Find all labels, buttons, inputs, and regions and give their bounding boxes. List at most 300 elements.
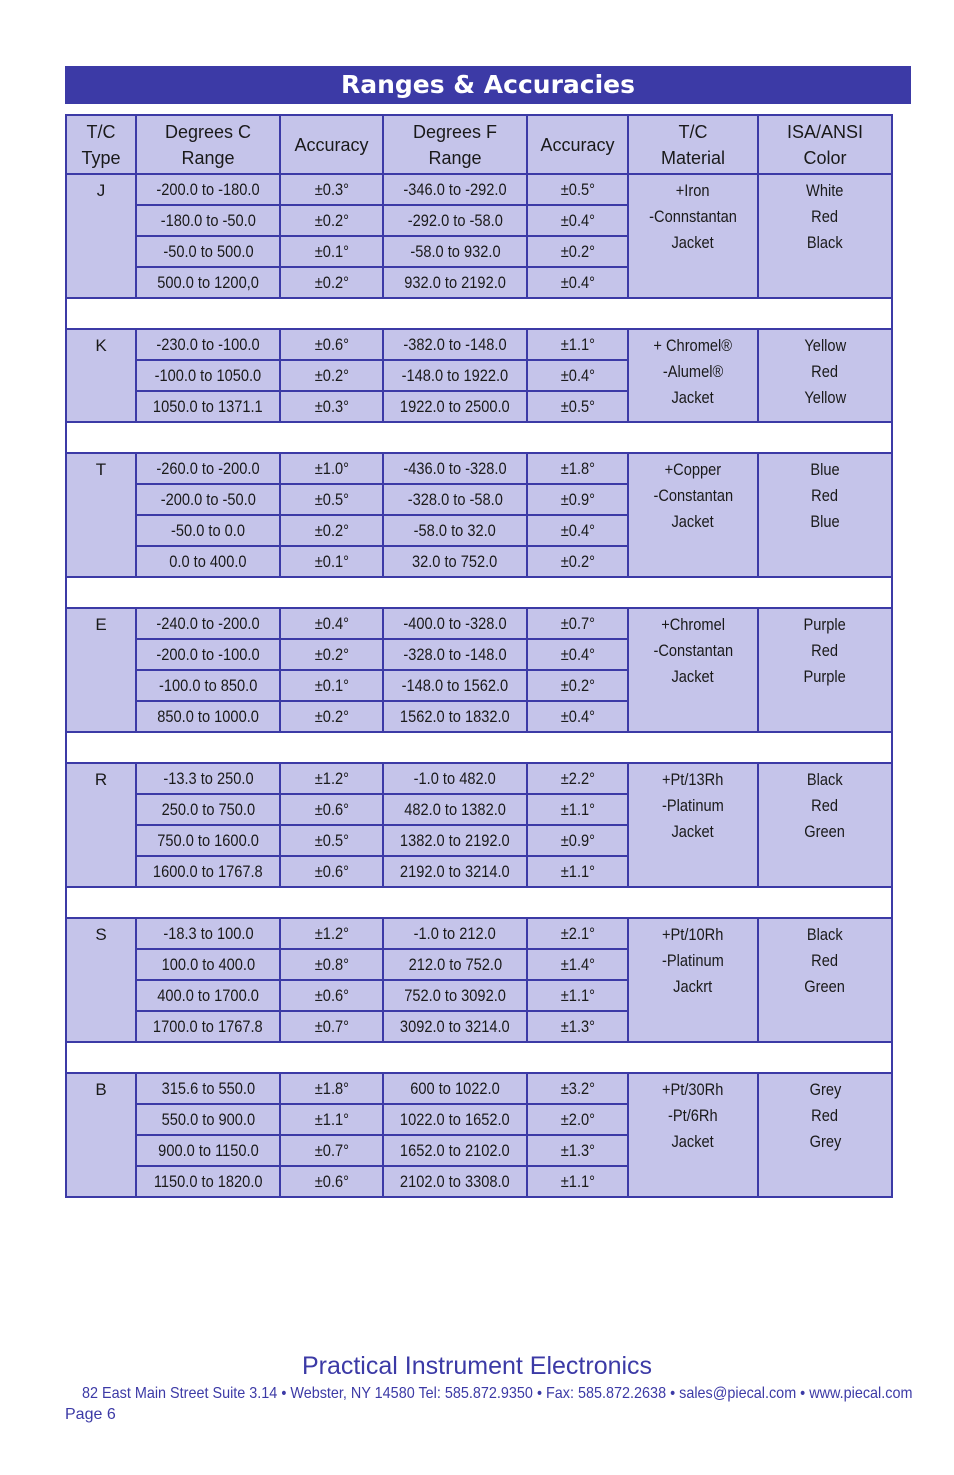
accuracy-f-cell: [527, 484, 628, 515]
tc-type-cell: K: [66, 329, 136, 422]
color-line: [759, 793, 891, 819]
group-spacer-row: [66, 1042, 892, 1073]
cell-text: + Chromel®: [653, 336, 733, 355]
degrees-f-range-cell: [383, 918, 527, 949]
cell-text: ±2.0°: [560, 1109, 595, 1129]
accuracy-c-cell: [280, 174, 383, 205]
color-line: [759, 819, 891, 845]
color-line: [759, 638, 891, 664]
degrees-f-range-cell: [383, 453, 527, 484]
degrees-c-range-cell: [136, 918, 280, 949]
accuracy-c-cell: [280, 391, 383, 422]
cell-text: 850.0 to 1000.0: [157, 706, 259, 726]
material-line: [629, 922, 757, 948]
cell-text: ±0.2°: [314, 210, 349, 230]
cell-text: ±1.2°: [314, 768, 349, 788]
degrees-f-range-cell: [383, 1166, 527, 1197]
cell-text: ±0.2°: [560, 675, 595, 695]
color-line: [759, 664, 891, 690]
group-spacer: [66, 1042, 892, 1073]
accuracy-f-cell: [527, 174, 628, 205]
cell-text: -58.0 to 932.0: [409, 241, 501, 261]
cell-text: Grey: [809, 1132, 841, 1151]
accuracy-c-cell: [280, 360, 383, 391]
cell-text: 315.6 to 550.0: [161, 1078, 255, 1098]
color-line: [759, 767, 891, 793]
table-row: [66, 918, 892, 949]
cell-text: 1700.0 to 1767.8: [153, 1016, 263, 1036]
color-line: [759, 178, 891, 204]
cell-text: 482.0 to 1382.0: [404, 799, 506, 819]
cell-text: -200.0 to -50.0: [160, 489, 256, 509]
cell-text: Yellow: [804, 388, 846, 407]
cell-text: Yellow: [804, 336, 846, 355]
group-spacer: [66, 732, 892, 763]
cell-text: Jackrt: [673, 977, 713, 996]
cell-text: ±0.2°: [314, 272, 349, 292]
degrees-f-range-cell: [383, 670, 527, 701]
cell-text: 1562.0 to 1832.0: [400, 706, 510, 726]
header-isa-ansi-color: ISA/ANSI Color: [758, 115, 892, 174]
material-line: [629, 819, 757, 845]
material-line: [629, 457, 757, 483]
cell-text: Red: [811, 486, 839, 505]
tc-material-cell: [628, 608, 758, 732]
accuracy-f-cell: [527, 949, 628, 980]
material-line: [629, 230, 757, 256]
table-row: [66, 174, 892, 205]
cell-text: +Pt/30Rh: [662, 1080, 724, 1099]
cell-text: ±0.4°: [560, 210, 595, 230]
cell-text: ±0.8°: [314, 954, 349, 974]
cell-text: ±0.9°: [560, 830, 595, 850]
isa-ansi-color-cell: [758, 174, 892, 298]
cell-text: Red: [811, 1106, 839, 1125]
cell-text: 750.0 to 1600.0: [157, 830, 259, 850]
cell-text: 1150.0 to 1820.0: [153, 1171, 263, 1191]
color-line: [759, 204, 891, 230]
material-line: [629, 1129, 757, 1155]
accuracy-f-cell: [527, 453, 628, 484]
material-line: [629, 483, 757, 509]
accuracy-f-cell: [527, 1166, 628, 1197]
cell-text: Jacket: [671, 233, 715, 252]
accuracy-f-cell: [527, 1104, 628, 1135]
degrees-c-range-cell: [136, 453, 280, 484]
cell-text: ±0.4°: [560, 644, 595, 664]
tc-material-cell: [628, 918, 758, 1042]
tc-material-cell: [628, 453, 758, 577]
cell-text: ±1.8°: [314, 1078, 349, 1098]
degrees-c-range-cell: [136, 360, 280, 391]
degrees-c-range-cell: [136, 701, 280, 732]
accuracy-c-cell: [280, 918, 383, 949]
degrees-f-range-cell: [383, 639, 527, 670]
cell-text: -292.0 to -58.0: [407, 210, 503, 230]
color-line: [759, 230, 891, 256]
cell-text: ±0.5°: [560, 179, 595, 199]
cell-text: -100.0 to 850.0: [158, 675, 258, 695]
accuracy-c-cell: [280, 1166, 383, 1197]
table-header-row: [66, 115, 892, 174]
degrees-c-range-cell: [136, 174, 280, 205]
degrees-f-range-cell: [383, 205, 527, 236]
degrees-c-range-cell: [136, 639, 280, 670]
cell-text: White: [806, 181, 844, 200]
degrees-f-range-cell: [383, 701, 527, 732]
degrees-c-range-cell: [136, 546, 280, 577]
degrees-f-range-cell: [383, 1011, 527, 1042]
degrees-c-range-cell: [136, 608, 280, 639]
cell-text: +Pt/10Rh: [662, 925, 724, 944]
accuracy-c-cell: [280, 205, 383, 236]
cell-text: Purple: [803, 667, 847, 686]
cell-text: ±0.5°: [560, 396, 595, 416]
color-line: [759, 612, 891, 638]
cell-text: ±1.1°: [560, 985, 595, 1005]
isa-ansi-color-cell: [758, 1073, 892, 1197]
group-spacer: [66, 422, 892, 453]
degrees-f-range-cell: [383, 360, 527, 391]
degrees-f-range-cell: [383, 546, 527, 577]
cell-text: 1050.0 to 1371.1: [153, 396, 263, 416]
degrees-c-range-cell: [136, 205, 280, 236]
cell-text: -148.0 to 1922.0: [401, 365, 509, 385]
isa-ansi-color-cell: [758, 918, 892, 1042]
cell-text: Black: [807, 770, 843, 789]
accuracy-f-cell: [527, 701, 628, 732]
degrees-c-range-cell: [136, 1073, 280, 1104]
cell-text: -18.3 to 100.0: [162, 923, 254, 943]
cell-text: ±0.4°: [560, 365, 595, 385]
material-line: [629, 1103, 757, 1129]
degrees-c-range-cell: [136, 391, 280, 422]
cell-text: +Chromel: [661, 615, 725, 634]
cell-text: -230.0 to -100.0: [156, 334, 260, 354]
group-spacer: [66, 887, 892, 918]
material-line: [629, 612, 757, 638]
degrees-f-range-cell: [383, 856, 527, 887]
cell-text: 1600.0 to 1767.8: [153, 861, 263, 881]
color-line: [759, 1077, 891, 1103]
cell-text: 600 to 1022.0: [410, 1078, 500, 1098]
cell-text: ±0.2°: [560, 241, 595, 261]
cell-text: ±0.6°: [314, 1171, 349, 1191]
group-spacer-row: [66, 732, 892, 763]
color-line: [759, 333, 891, 359]
header-accuracy-c: Accuracy: [280, 115, 383, 174]
degrees-c-range-cell: [136, 1135, 280, 1166]
cell-text: -436.0 to -328.0: [403, 458, 507, 478]
cell-text: ±0.2°: [314, 644, 349, 664]
accuracy-f-cell: [527, 1135, 628, 1166]
accuracy-c-cell: [280, 825, 383, 856]
accuracy-c-cell: [280, 329, 383, 360]
degrees-c-range-cell: [136, 670, 280, 701]
cell-text: 500.0 to 1200,0: [157, 272, 259, 292]
cell-text: -200.0 to -100.0: [156, 644, 260, 664]
cell-text: -Constantan: [653, 486, 733, 505]
ranges-accuracies-table: [65, 114, 893, 1198]
material-line: [629, 664, 757, 690]
cell-text: Blue: [810, 460, 840, 479]
material-line: [629, 638, 757, 664]
accuracy-f-cell: [527, 608, 628, 639]
degrees-f-range-cell: [383, 949, 527, 980]
cell-text: Black: [807, 925, 843, 944]
accuracy-f-cell: [527, 267, 628, 298]
cell-text: ±2.2°: [560, 768, 595, 788]
degrees-f-range-cell: [383, 794, 527, 825]
cell-text: Green: [804, 822, 846, 841]
group-spacer-row: [66, 422, 892, 453]
cell-text: ±0.1°: [314, 551, 349, 571]
degrees-c-range-cell: [136, 949, 280, 980]
cell-text: Green: [804, 977, 846, 996]
accuracy-f-cell: [527, 670, 628, 701]
cell-text: Red: [811, 362, 839, 381]
tc-material-cell: [628, 1073, 758, 1197]
accuracy-f-cell: [527, 918, 628, 949]
cell-text: ±0.1°: [314, 675, 349, 695]
degrees-f-range-cell: [383, 267, 527, 298]
cell-text: 752.0 to 3092.0: [404, 985, 506, 1005]
cell-text: +Iron: [676, 181, 710, 200]
cell-text: ±0.9°: [560, 489, 595, 509]
cell-text: -13.3 to 250.0: [162, 768, 254, 788]
cell-text: ±0.6°: [314, 985, 349, 1005]
degrees-c-range-cell: [136, 329, 280, 360]
cell-text: ±0.5°: [314, 489, 349, 509]
cell-text: -382.0 to -148.0: [403, 334, 507, 354]
cell-text: ±0.6°: [314, 799, 349, 819]
accuracy-c-cell: [280, 980, 383, 1011]
cell-text: Red: [811, 951, 839, 970]
color-line: [759, 385, 891, 411]
tc-material-cell: [628, 329, 758, 422]
cell-text: ±0.2°: [314, 706, 349, 726]
accuracy-c-cell: [280, 639, 383, 670]
material-line: [629, 359, 757, 385]
cell-text: 0.0 to 400.0: [169, 551, 247, 571]
cell-text: ±1.4°: [560, 954, 595, 974]
table-row: [66, 1073, 892, 1104]
color-line: [759, 509, 891, 535]
material-line: [629, 385, 757, 411]
cell-text: 1652.0 to 2102.0: [400, 1140, 510, 1160]
cell-text: 3092.0 to 3214.0: [400, 1016, 510, 1036]
material-line: [629, 767, 757, 793]
group-spacer-row: [66, 887, 892, 918]
tc-type-cell: T: [66, 453, 136, 577]
degrees-f-range-cell: [383, 1073, 527, 1104]
cell-text: ±1.1°: [560, 861, 595, 881]
cell-text: 2102.0 to 3308.0: [400, 1171, 510, 1191]
cell-text: Jacket: [671, 1132, 715, 1151]
tc-type-cell: J: [66, 174, 136, 298]
cell-text: 250.0 to 750.0: [161, 799, 255, 819]
material-line: [629, 1077, 757, 1103]
cell-text: 100.0 to 400.0: [161, 954, 255, 974]
material-line: [629, 948, 757, 974]
cell-text: ±0.2°: [314, 520, 349, 540]
cell-text: ±0.4°: [560, 520, 595, 540]
cell-text: ±0.4°: [314, 613, 349, 633]
cell-text: 32.0 to 752.0: [412, 551, 498, 571]
cell-text: 900.0 to 1150.0: [157, 1140, 259, 1160]
accuracy-f-cell: [527, 329, 628, 360]
cell-text: -1.0 to 482.0: [413, 768, 497, 788]
material-line: [629, 178, 757, 204]
group-spacer-row: [66, 298, 892, 329]
accuracy-f-cell: [527, 980, 628, 1011]
material-line: [629, 509, 757, 535]
color-line: [759, 457, 891, 483]
tc-material-cell: [628, 174, 758, 298]
cell-text: ±2.1°: [560, 923, 595, 943]
material-line: [629, 974, 757, 1000]
accuracy-c-cell: [280, 701, 383, 732]
cell-text: Grey: [809, 1080, 841, 1099]
accuracy-c-cell: [280, 856, 383, 887]
accuracy-c-cell: [280, 1073, 383, 1104]
color-line: [759, 948, 891, 974]
degrees-f-range-cell: [383, 174, 527, 205]
accuracy-c-cell: [280, 1104, 383, 1135]
isa-ansi-color-cell: [758, 453, 892, 577]
accuracy-c-cell: [280, 608, 383, 639]
accuracy-f-cell: [527, 515, 628, 546]
cell-text: -328.0 to -58.0: [407, 489, 503, 509]
group-spacer-row: [66, 577, 892, 608]
accuracy-f-cell: [527, 236, 628, 267]
degrees-f-range-cell: [383, 391, 527, 422]
degrees-f-range-cell: [383, 236, 527, 267]
cell-text: ±0.7°: [314, 1016, 349, 1036]
cell-text: -Constantan: [653, 641, 733, 660]
cell-text: ±1.8°: [560, 458, 595, 478]
cell-text: ±1.0°: [314, 458, 349, 478]
accuracy-c-cell: [280, 546, 383, 577]
cell-text: 212.0 to 752.0: [408, 954, 502, 974]
isa-ansi-color-cell: [758, 608, 892, 732]
cell-text: -328.0 to -148.0: [403, 644, 507, 664]
cell-text: Red: [811, 207, 839, 226]
accuracy-c-cell: [280, 236, 383, 267]
cell-text: 2192.0 to 3214.0: [400, 861, 510, 881]
degrees-c-range-cell: [136, 763, 280, 794]
cell-text: Jacket: [671, 667, 715, 686]
cell-text: -Connstantan: [649, 207, 737, 226]
accuracy-f-cell: [527, 763, 628, 794]
cell-text: ±1.2°: [314, 923, 349, 943]
tc-type-cell: E: [66, 608, 136, 732]
accuracy-f-cell: [527, 360, 628, 391]
degrees-c-range-cell: [136, 236, 280, 267]
degrees-c-range-cell: [136, 856, 280, 887]
accuracy-f-cell: [527, 856, 628, 887]
cell-text: -346.0 to -292.0: [403, 179, 507, 199]
header-tc-type: T/C Type: [66, 115, 136, 174]
material-line: [629, 333, 757, 359]
cell-text: ±0.2°: [314, 365, 349, 385]
tc-type-cell: R: [66, 763, 136, 887]
degrees-f-range-cell: [383, 608, 527, 639]
material-line: [629, 793, 757, 819]
accuracy-f-cell: [527, 825, 628, 856]
cell-text: Black: [807, 233, 843, 252]
accuracy-c-cell: [280, 763, 383, 794]
cell-text: ±0.5°: [314, 830, 349, 850]
page-number: Page 6: [65, 1406, 116, 1423]
cell-text: Jacket: [671, 822, 715, 841]
degrees-f-range-cell: [383, 980, 527, 1011]
cell-text: +Copper: [664, 460, 722, 479]
accuracy-f-cell: [527, 546, 628, 577]
degrees-f-range-cell: [383, 1104, 527, 1135]
isa-ansi-color-cell: [758, 329, 892, 422]
cell-text: -180.0 to -50.0: [160, 210, 256, 230]
group-spacer: [66, 298, 892, 329]
cell-text: -260.0 to -200.0: [156, 458, 260, 478]
accuracy-c-cell: [280, 670, 383, 701]
isa-ansi-color-cell: [758, 763, 892, 887]
tc-material-cell: [628, 763, 758, 887]
degrees-c-range-cell: [136, 1104, 280, 1135]
table-row: [66, 329, 892, 360]
page-title: Ranges & Accuracies: [65, 66, 911, 104]
cell-text: ±0.6°: [314, 861, 349, 881]
cell-text: ±1.1°: [560, 334, 595, 354]
company-name: Practical Instrument Electronics: [301, 1352, 653, 1380]
cell-text: -200.0 to -180.0: [156, 179, 260, 199]
cell-text: Red: [811, 796, 839, 815]
cell-text: -400.0 to -328.0: [403, 613, 507, 633]
header-tc-material: T/C Material: [628, 115, 758, 174]
degrees-c-range-cell: [136, 267, 280, 298]
degrees-c-range-cell: [136, 980, 280, 1011]
cell-text: ±0.2°: [560, 551, 595, 571]
accuracy-f-cell: [527, 794, 628, 825]
cell-text: -Platinum: [662, 951, 724, 970]
accuracy-f-cell: [527, 639, 628, 670]
color-line: [759, 483, 891, 509]
cell-text: ±0.7°: [560, 613, 595, 633]
cell-text: ±0.4°: [560, 706, 595, 726]
cell-text: ±0.6°: [314, 334, 349, 354]
cell-text: ±0.3°: [314, 396, 349, 416]
cell-text: ±1.1°: [314, 1109, 349, 1129]
cell-text: 1382.0 to 2192.0: [400, 830, 510, 850]
accuracy-c-cell: [280, 453, 383, 484]
company-address: 82 East Main Street Suite 3.14 • Webster, NY 14580 Tel: 585.872.9350 • Fax: 585.872.2638 • sales@piecal.com • www.piecal.com: [82, 1385, 913, 1402]
degrees-c-range-cell: [136, 515, 280, 546]
cell-text: 550.0 to 900.0: [161, 1109, 255, 1129]
color-line: [759, 1103, 891, 1129]
degrees-f-range-cell: [383, 484, 527, 515]
cell-text: -100.0 to 1050.0: [154, 365, 262, 385]
cell-text: ±0.1°: [314, 241, 349, 261]
accuracy-c-cell: [280, 949, 383, 980]
accuracy-c-cell: [280, 1011, 383, 1042]
degrees-c-range-cell: [136, 794, 280, 825]
group-spacer: [66, 577, 892, 608]
accuracy-f-cell: [527, 391, 628, 422]
cell-text: Blue: [810, 512, 840, 531]
degrees-f-range-cell: [383, 825, 527, 856]
cell-text: 932.0 to 2192.0: [404, 272, 506, 292]
cell-text: ±0.3°: [314, 179, 349, 199]
